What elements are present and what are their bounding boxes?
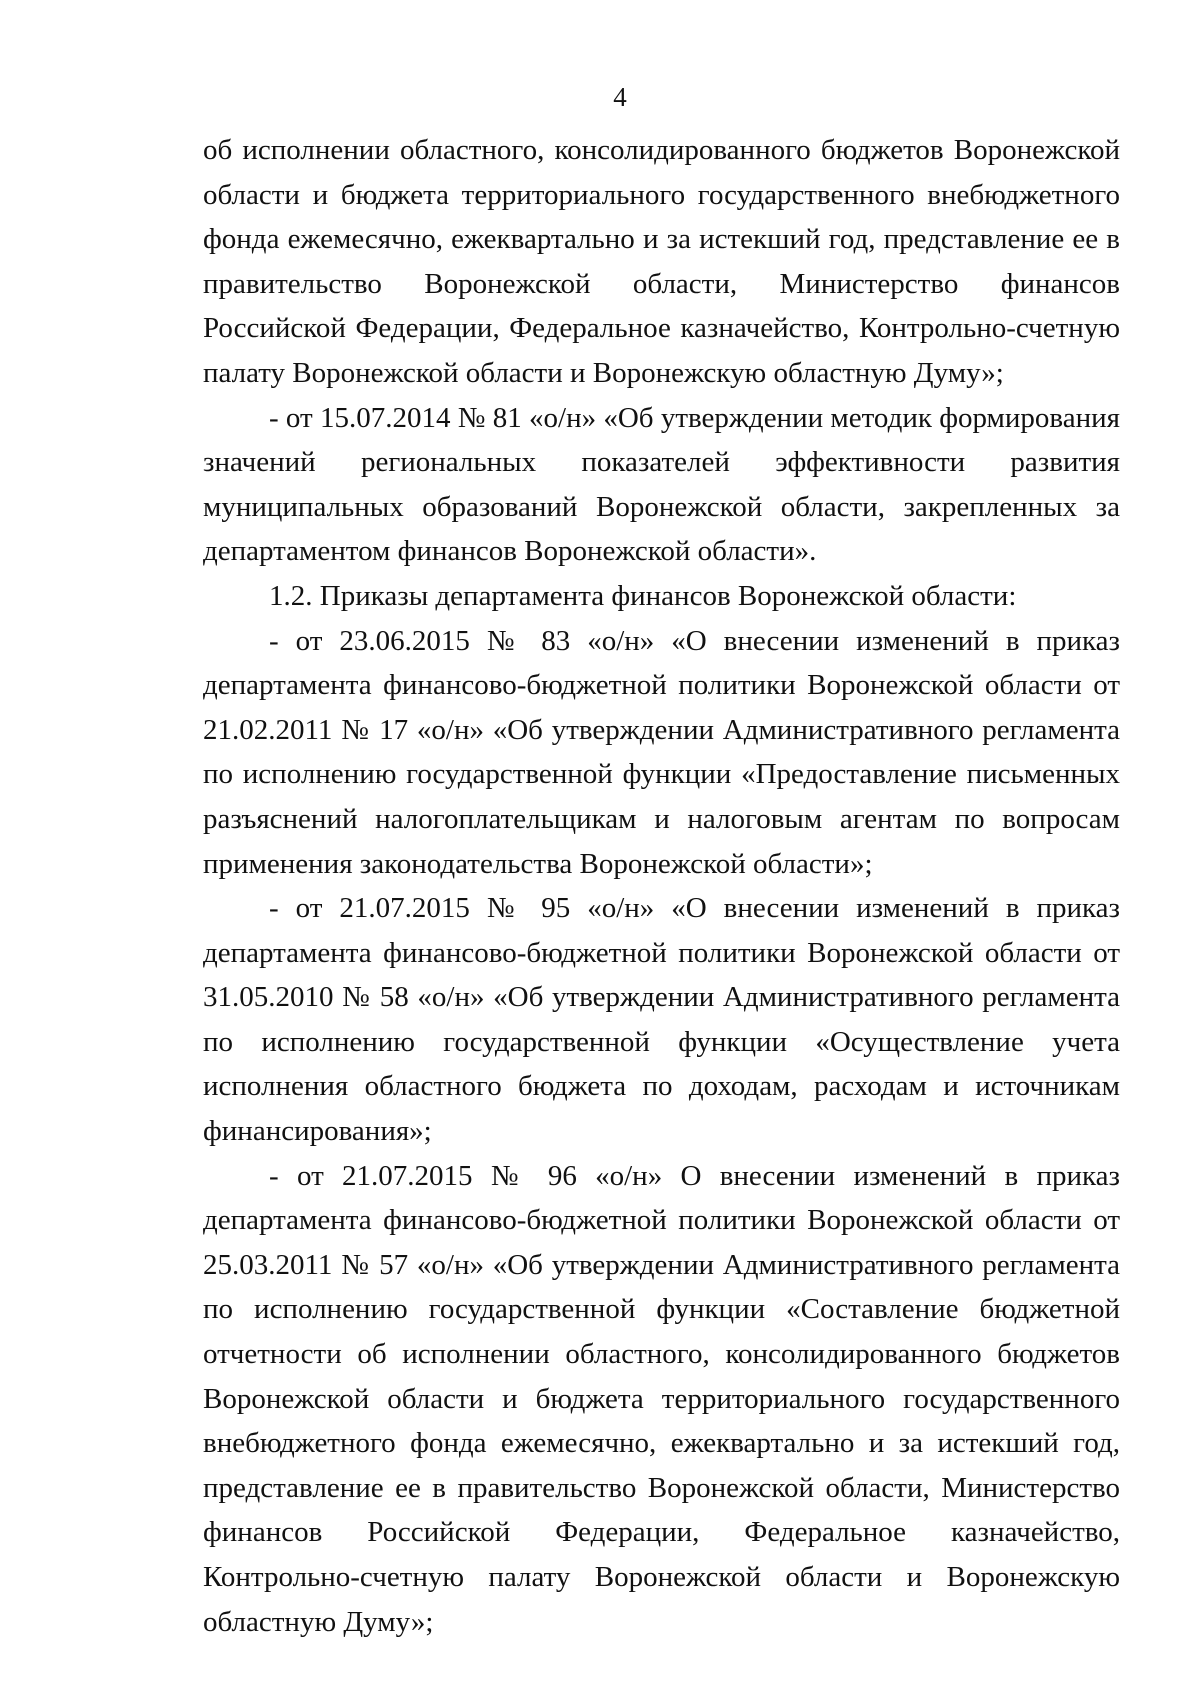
paragraph-order-96: - от 21.07.2015 № 96 «о/н» О внесении изменений в приказ департамента финансово-бюджетной политики Воронежской области от 25.03.2011 № 57 «о/н» «Об утверждении Административного регламента по исполнению государственной функции «Составление бюджетной отчетности об исполнении областного, консолидированного бюджетов Воронежской области и бюджета территориального государственного внебюджетного фонда ежемесячно, ежеквартально и за истекший год, представление ее в правительство Воронежской области, Министерство финансов Российской Федерации, Федеральное казначейство, Контрольно-счетную палату Воронежской области и Воронежскую областную Думу»; [203, 1159, 1120, 1638]
paragraph-continuation: об исполнении областного, консолидированного бюджетов Воронежской области и бюджета территориального государственного внебюджетного фонда ежемесячно, ежеквартально и за истекший год, представление ее в правительство Воронежской области, Министерство финансов Российской Федерации, Федеральное казначейство, Контрольно-счетную палату Воронежской области и Воронежскую областную Думу»; [203, 134, 1120, 389]
paragraph-order-81: - от 15.07.2014 № 81 «о/н» «Об утверждении методик формирования значений региональных показателей эффективности развития муниципальных образований Воронежской области, закрепленных за департаментом финансов Воронежской области». [203, 401, 1120, 568]
paragraph-order-83: - от 23.06.2015 № 83 «о/н» «О внесении изменений в приказ департамента финансово-бюджетной политики Воронежской области от 21.02.2011 № 17 «о/н» «Об утверждении Административного регламента по исполнению государственной функции «Предоставление письменных разъяснений налогоплательщикам и налоговым агентам по вопросам применения законодательства Воронежской области»; [203, 624, 1120, 880]
section-heading-1-2: 1.2. Приказы департамента финансов Воронежской области: [269, 579, 1017, 612]
document-body [203, 128, 1120, 1644]
paragraph-order-95: - от 21.07.2015 № 95 «о/н» «О внесении изменений в приказ департамента финансово-бюджетной политики Воронежской области от 31.05.2010 № 58 «о/н» «Об утверждении Административного регламента по исполнению государственной функции «Осуществление учета исполнения областного бюджета по доходам, расходам и источникам финансирования»; [203, 892, 1120, 1148]
page-number: 4 [613, 82, 627, 112]
